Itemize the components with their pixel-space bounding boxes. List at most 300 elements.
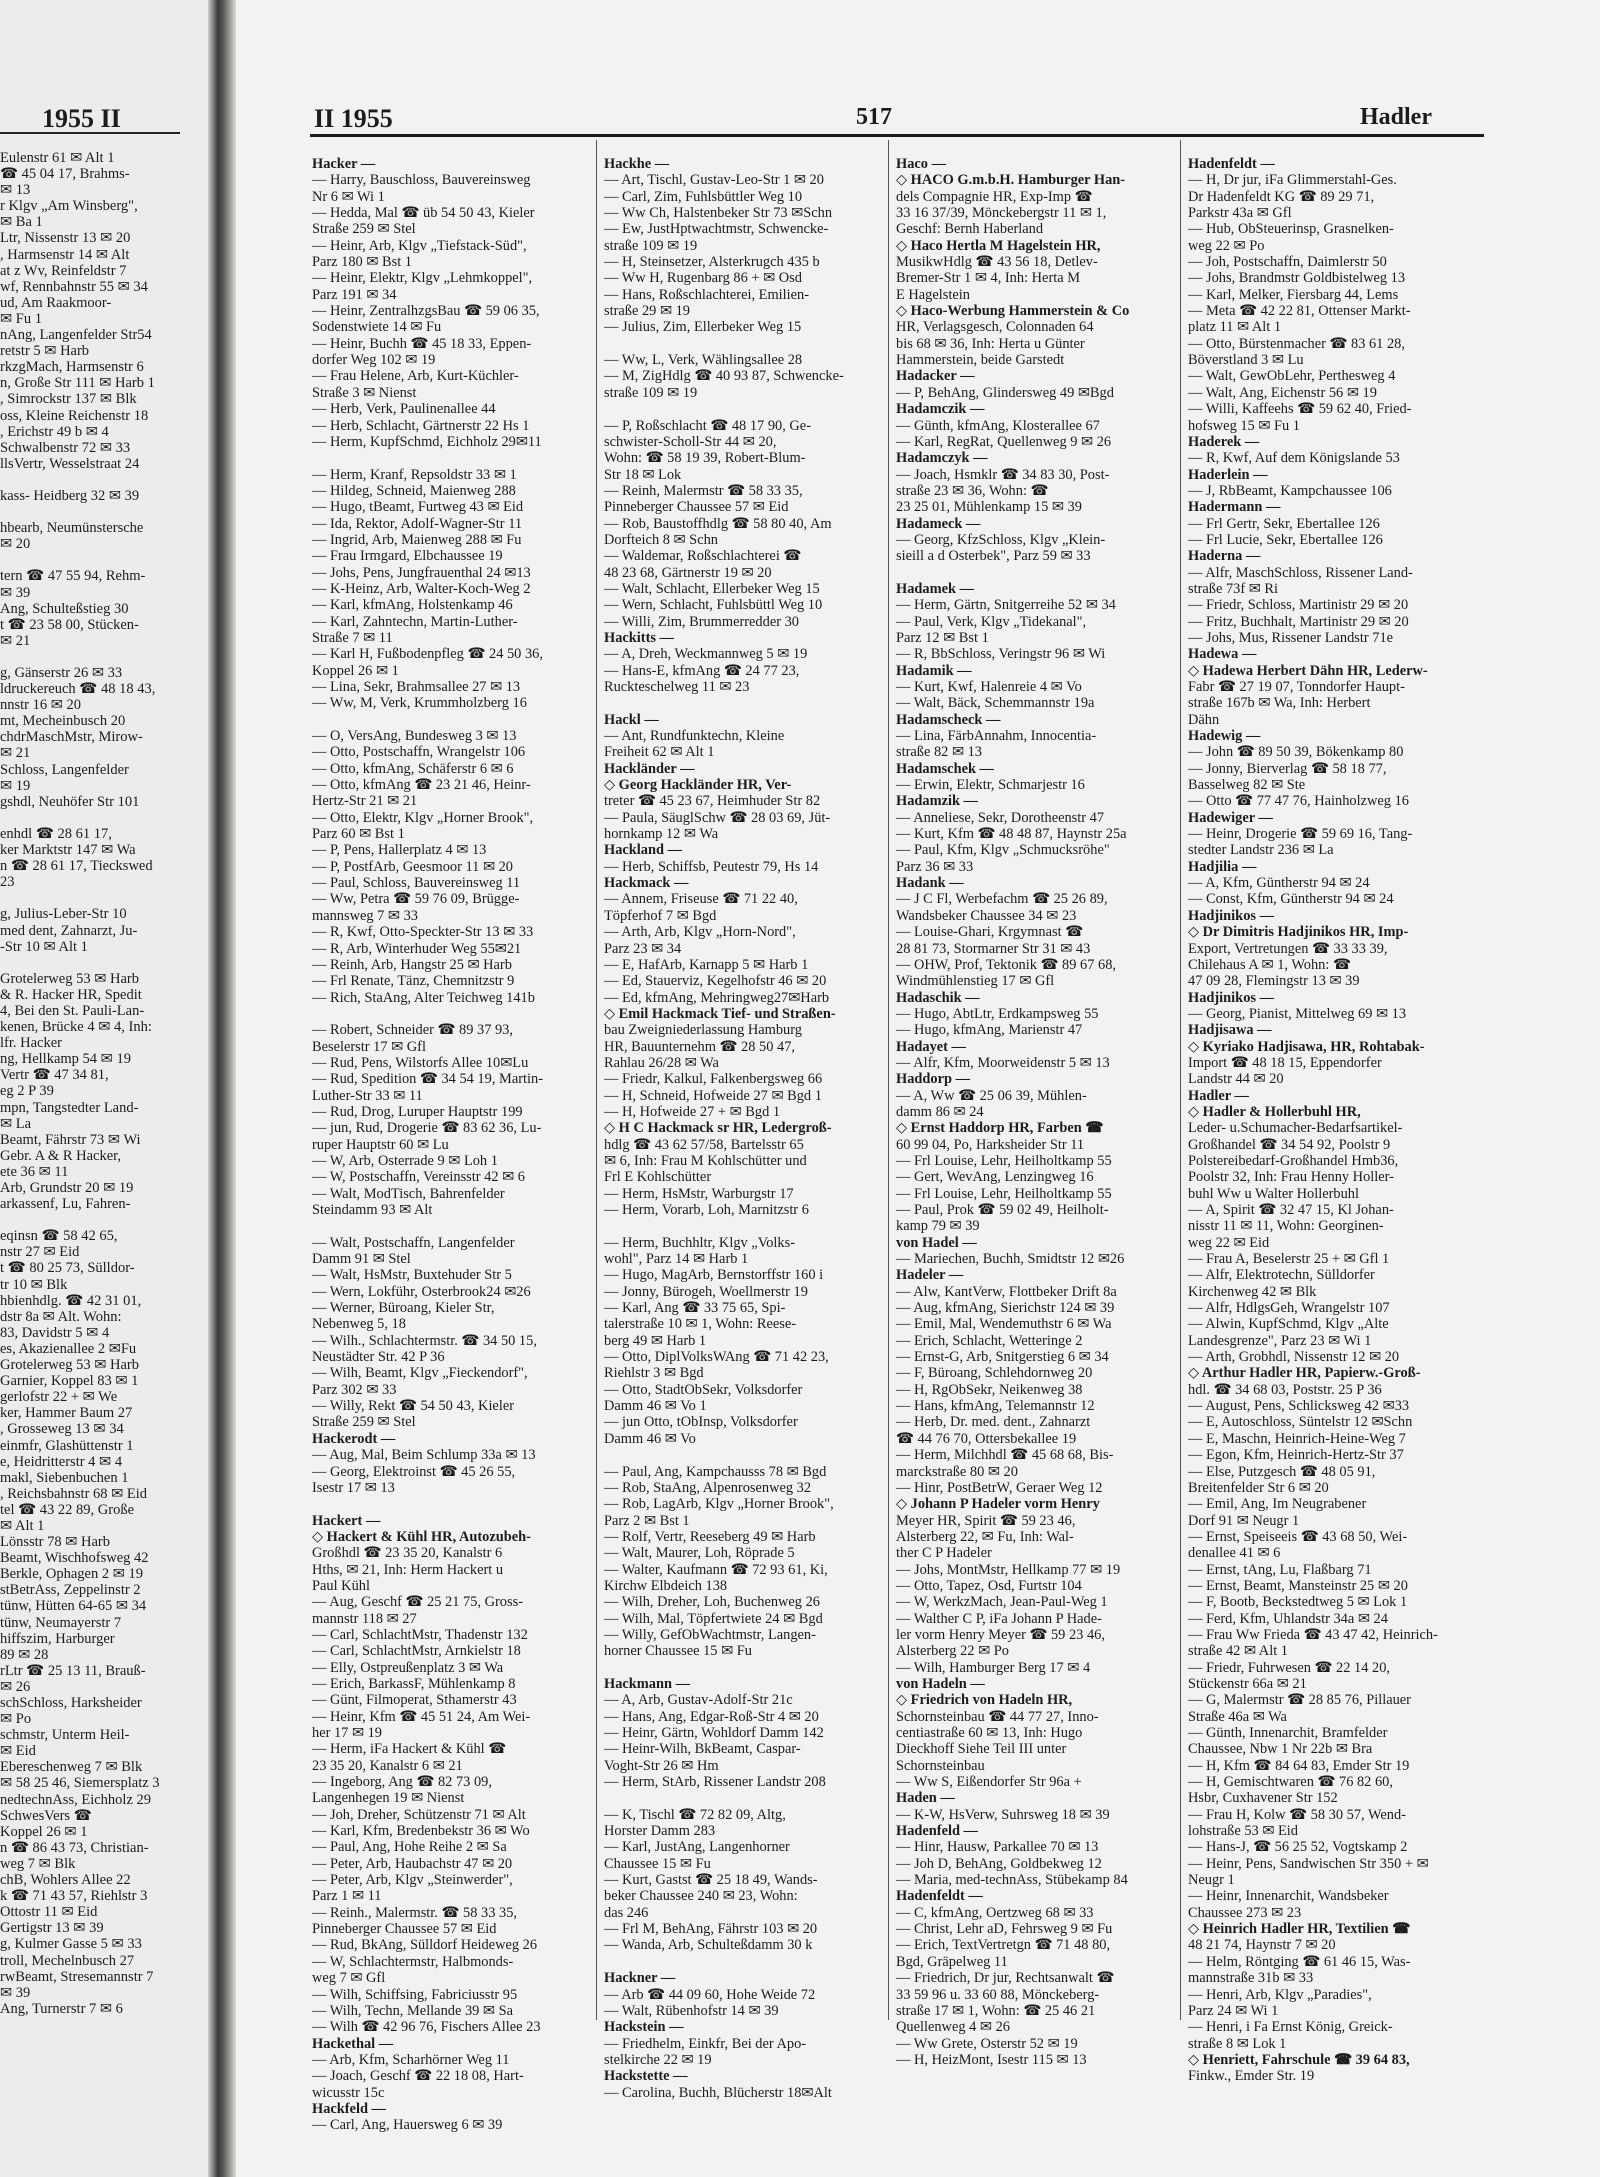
directory-line: platz 11 ✉ Alt 1: [1188, 319, 1282, 336]
directory-line: — A, Dreh, Weckmannweg 5 ✉ 19: [604, 646, 808, 663]
directory-line: Parz 24 ✉ Wi 1: [1188, 2002, 1279, 2019]
directory-line: straße 42 ✉ Alt 1: [1188, 1643, 1288, 1660]
directory-line: [312, 450, 570, 466]
directory-line: Hadank —: [896, 875, 964, 892]
directory-line: straße 82 ✉ 13: [896, 744, 982, 761]
directory-line: Export, Vertretungen ☎ 33 33 39,: [1188, 940, 1388, 957]
directory-line: 33 16 37/39, Mönckebergstr 11 ✉ 1,: [896, 205, 1107, 222]
directory-line: arkassenf, Lu, Fahren-: [0, 1196, 131, 1213]
directory-line: — Paul, Verk, Klgv „Tidekanal",: [896, 613, 1087, 630]
directory-line: t ☎ 80 25 73, Sülldor-: [0, 1260, 135, 1277]
directory-line: — Walt, Rübenhofstr 14 ✉ 39: [604, 2002, 779, 2019]
directory-line: — E, Autoschloss, Süntelstr 12 ✉Schn: [1188, 1414, 1413, 1431]
directory-line: [0, 649, 200, 665]
directory-line: — F, Büroang, Schlehdornweg 20: [896, 1365, 1093, 1382]
directory-line: — Emil, Mal, Wendemuthstr 6 ✉ Wa: [896, 1316, 1112, 1333]
directory-line: Ang, Turnerstr 7 ✉ 6: [0, 2000, 123, 2017]
directory-line: — Friedrich, Dr jur, Rechtsanwalt ☎: [896, 1970, 1115, 1987]
directory-line: [0, 504, 200, 520]
directory-line: ◇ Haco-Werbung Hammerstein & Co: [896, 303, 1130, 320]
directory-line: Hadjisawa —: [1188, 1022, 1272, 1039]
directory-line: Bremer-Str 1 ✉ 4, Inh: Herta M: [896, 270, 1081, 287]
directory-line: — Alw, KantVerw, Flottbeker Drift 8a: [896, 1283, 1117, 1300]
directory-line: Haddorp —: [896, 1071, 970, 1088]
directory-line: Ltr, Nissenstr 13 ✉ 20: [0, 230, 131, 247]
directory-line: HR, Verlagsgesch, Colonnaden 64: [896, 319, 1094, 336]
directory-line: Riehlstr 3 ✉ Bgd: [604, 1365, 704, 1382]
directory-line: nAng, Langenfelder Str54: [0, 327, 152, 344]
directory-line: Kirchw Elbdeich 138: [604, 1577, 728, 1594]
directory-line: — Herm, KupfSchmd, Eichholz 29✉11: [312, 433, 542, 450]
directory-line: chdrMaschMstr, Mirow-: [0, 729, 143, 746]
directory-line: — Alfr, Kfm, Moorweidenstr 5 ✉ 13: [896, 1054, 1110, 1071]
directory-line: — Paul, Ang, Kampchausss 78 ✉ Bgd: [604, 1463, 827, 1480]
directory-line: [312, 1496, 570, 1512]
directory-line: weg 22 ✉ Eid: [1188, 1234, 1270, 1251]
directory-line: — Fritz, Buchhalt, Martinistr 29 ✉ 20: [1188, 613, 1409, 630]
directory-line: chB, Wohlers Allee 22: [0, 1872, 131, 1889]
directory-line: — Frl Renate, Tänz, Chemnitzstr 9: [312, 973, 515, 990]
directory-line: , Erichstr 49 b ✉ 4: [0, 423, 109, 440]
directory-line: Böverstland 3 ✉ Lu: [1188, 352, 1304, 369]
directory-line: — Karl H, Fußbodenpfleg ☎ 24 50 36,: [312, 646, 543, 663]
directory-line: Damm 46 ✉ Vo: [604, 1430, 696, 1447]
directory-line: — Herb, Schiffsb, Peutestr 79, Hs 14: [604, 858, 819, 875]
directory-line: — Alfr, HdlgsGeh, Wrangelstr 107: [1188, 1300, 1390, 1317]
directory-line: hbienhdlg. ☎ 42 31 01,: [0, 1292, 142, 1309]
directory-line: — Ww, M, Verk, Krummholzberg 16: [312, 695, 527, 712]
directory-line: — H, Hofweide 27 + ✉ Bgd 1: [604, 1103, 781, 1120]
directory-line: Poolstr 32, Inh: Frau Henny Holler-: [1188, 1169, 1394, 1186]
directory-line: [604, 1218, 862, 1234]
directory-line: — Peter, Arb, Haubachstr 47 ✉ 20: [312, 1855, 513, 1872]
directory-line: ◇ Arthur Hadler HR, Papierw.-Groß-: [1188, 1365, 1421, 1382]
directory-line: — Rob, Baustoffhdlg ☎ 58 80 40, Am: [604, 515, 832, 532]
directory-line: Parz 1 ✉ 11: [312, 1888, 382, 1905]
directory-line: Kirchenweg 42 ✉ Blk: [1188, 1283, 1317, 1300]
directory-line: — Erich, BarkassF, Mühlenkamp 8: [312, 1675, 516, 1692]
directory-line: Alsterberg 22 ✉ Po: [896, 1643, 1009, 1660]
page-header-volume: II 1955: [314, 104, 393, 133]
directory-line: Hadenfeldt —: [1188, 156, 1275, 172]
directory-line: — Otto, StadtObSekr, Volksdorfer: [604, 1381, 803, 1398]
directory-line: r Klgv „Am Winsberg",: [0, 198, 138, 215]
directory-line: — E, HafArb, Karnapp 5 ✉ Harb 1: [604, 956, 809, 973]
directory-line: Chilehaus A ✉ 1, Wohn: ☎: [1188, 956, 1351, 973]
directory-line: — Carl, Ang, Hauersweg 6 ✉ 39: [312, 2117, 503, 2134]
directory-line: bau Zweigniederlassung Hamburg: [604, 1022, 802, 1039]
directory-line: — Carl, SchlachtMstr, Thadenstr 132: [312, 1626, 528, 1643]
directory-line: Hertz-Str 21 ✉ 21: [312, 793, 418, 810]
directory-line: Gebr. A & R Hacker,: [0, 1147, 122, 1164]
directory-line: — Reinh, Arb, Hangstr 25 ✉ Harb: [312, 956, 512, 973]
directory-line: — Friedr, Schloss, Martinistr 29 ✉ 20: [1188, 597, 1409, 614]
directory-line: Chaussee 273 ✉ 23: [1188, 1904, 1302, 1921]
directory-line: — Hans-J, ☎ 56 25 52, Vogtskamp 2: [1188, 1839, 1408, 1856]
directory-line: — Paul, Kfm, Klgv „Schmucksröhe": [896, 842, 1110, 859]
directory-line: — W, WerkzMach, Jean-Paul-Weg 1: [896, 1594, 1108, 1611]
directory-line: — M, ZigHdlg ☎ 40 93 87, Schwencke-: [604, 368, 844, 385]
directory-line: — Christ, Lehr aD, Fehrsweg 9 ✉ Fu: [896, 1921, 1113, 1938]
directory-line: — Otto, Bürstenmacher ☎ 83 61 28,: [1188, 335, 1405, 352]
directory-line: Horster Damm 283: [604, 1823, 716, 1840]
directory-line: Eulenstr 61 ✉ Alt 1: [0, 150, 115, 166]
directory-line: buhl Ww u Walter Hollerbuhl: [1188, 1185, 1359, 1202]
directory-line: Beamt, Wischhofsweg 42: [0, 1550, 149, 1567]
directory-line: Hammerstein, beide Garstedt: [896, 352, 1065, 369]
directory-line: — Johs, Pens, Jungfrauenthal 24 ✉13: [312, 564, 531, 581]
directory-line: — Rud, Drog, Luruper Hauptstr 199: [312, 1103, 523, 1120]
directory-line: — Louise-Ghari, Krgymnast ☎: [896, 924, 1084, 941]
directory-line: — Erich, TextVertretgn ☎ 71 48 80,: [896, 1937, 1111, 1954]
column-divider: [596, 140, 597, 2020]
directory-line: — Aug, Geschf ☎ 25 21 75, Gross-: [312, 1594, 523, 1611]
directory-line: — Otto, kfmAng ☎ 23 21 46, Heinr-: [312, 777, 531, 794]
directory-line: — Werner, Büroang, Kieler Str,: [312, 1300, 495, 1317]
directory-line: ☎ 44 76 70, Ottersbekallee 19: [896, 1430, 1077, 1447]
directory-line: tel ☎ 43 22 89, Große: [0, 1501, 135, 1518]
directory-line: 23 35 20, Kanalstr 6 ✉ 21: [312, 1757, 463, 1774]
directory-line: — Günth, Innenarchit, Bramfelder: [1188, 1725, 1388, 1741]
directory-line: 28 81 73, Stormarner Str 31 ✉ 43: [896, 940, 1091, 957]
directory-line: — Joh D, BehAng, Goldbekweg 12: [896, 1855, 1102, 1872]
directory-line: Straße 7 ✉ 11: [312, 629, 393, 646]
directory-line: — Alfr, Elektrotechn, Sülldorfer: [1188, 1267, 1375, 1284]
directory-line: g, Kulmer Gasse 5 ✉ 33: [0, 1936, 142, 1953]
directory-line: 48 23 68, Gärtnerstr 19 ✉ 20: [604, 564, 772, 581]
directory-line: damm 86 ✉ 24: [896, 1103, 984, 1120]
directory-line: 47 09 28, Flemingstr 13 ✉ 39: [1188, 973, 1360, 990]
directory-line: — Waldemar, Roßschlachterei ☎: [604, 548, 802, 565]
directory-line: kass- Heidberg 32 ✉ 39: [0, 487, 140, 504]
directory-line: & R. Hacker HR, Spedit: [0, 986, 142, 1003]
directory-line: Hackstein —: [604, 2019, 684, 2036]
directory-line: ◇ Friedrich von Hadeln HR,: [896, 1692, 1073, 1709]
directory-line: Hadamscheck —: [896, 711, 1001, 728]
directory-line: — A, Ww ☎ 25 06 39, Mühlen-: [896, 1087, 1087, 1104]
directory-line: — Emil, Ang, Im Neugrabener: [1188, 1496, 1367, 1513]
directory-line: bis 68 ✉ 36, Inh: Herta u Günter: [896, 335, 1085, 352]
directory-line: — Friedr, Kalkul, Falkenbergsweg 66: [604, 1071, 823, 1088]
directory-line: — H, Dr jur, iFa Glimmerstahl-Ges.: [1188, 172, 1397, 189]
directory-line: — Heinr-Wilh, BkBeamt, Caspar-: [604, 1741, 801, 1758]
directory-line: tünw, Hütten 64-65 ✉ 34: [0, 1598, 147, 1615]
directory-line: — Joh, Dreher, Schützenstr 71 ✉ Alt: [312, 1806, 526, 1823]
directory-line: ete 36 ✉ 11: [0, 1163, 69, 1180]
directory-line: Straße 3 ✉ Nienst: [312, 384, 417, 401]
directory-line: wf, Rennbahnstr 55 ✉ 34: [0, 278, 148, 295]
directory-line: ☎ 45 04 17, Brahms-: [0, 166, 130, 183]
directory-line: Hackländer —: [604, 760, 695, 777]
directory-line: [604, 1954, 862, 1970]
directory-line: Neugr 1: [1188, 1872, 1235, 1889]
directory-line: — Rob, LagArb, Klgv „Horner Brook",: [604, 1496, 834, 1513]
directory-line: Chaussee 15 ✉ Fu: [604, 1855, 711, 1872]
directory-line: — Hans-E, kfmAng ☎ 24 77 23,: [604, 662, 800, 679]
directory-line: hornkamp 12 ✉ Wa: [604, 826, 719, 843]
directory-line: Hadameck —: [896, 515, 981, 532]
directory-line: — Georg, KfzSchloss, Klgv „Klein-: [896, 531, 1106, 548]
directory-line: von Hadeln —: [896, 1675, 985, 1692]
directory-line: mannsweg 7 ✉ 33: [312, 907, 418, 924]
directory-line: ✉ 26: [0, 1678, 31, 1695]
directory-line: [0, 472, 200, 488]
directory-line: straße 29 ✉ 19: [604, 303, 690, 320]
directory-line: von Hadel —: [896, 1234, 977, 1251]
directory-line: — Heinr, Buchh ☎ 45 18 33, Eppen-: [312, 335, 532, 352]
directory-line: ✉ Po: [0, 1711, 32, 1728]
directory-line: — Willy, GefObWachtmstr, Langen-: [604, 1626, 816, 1643]
directory-line: — Karl, kfmAng, Holstenkamp 46: [312, 597, 513, 614]
directory-line: straße 17 ✉ 1, Wohn: ☎ 25 46 21: [896, 2002, 1096, 2019]
directory-line: — Paula, SäuglSchw ☎ 28 03 69, Jüt-: [604, 809, 831, 826]
directory-line: — Joach, Hsmklr ☎ 34 83 30, Post-: [896, 466, 1110, 483]
directory-line: centiastraße 60 ✉ 13, Inh: Hugo: [896, 1725, 1083, 1741]
directory-line: Nr 6 ✉ Wi 1: [312, 188, 385, 205]
directory-line: — Henri, Arb, Klgv „Paradies",: [1188, 1986, 1372, 2003]
directory-line: — Otto, kfmAng, Schäferstr 6 ✉ 6: [312, 760, 514, 777]
directory-line: — P, Pens, Hallerplatz 4 ✉ 13: [312, 842, 487, 859]
directory-line: Ruckteschelweg 11 ✉ 23: [604, 679, 750, 695]
directory-line: — Wanda, Arb, Schulteßdamm 30 k: [604, 1937, 813, 1954]
directory-line: ✉ Ba 1: [0, 214, 43, 231]
directory-line: mannstraße 31b ✉ 33: [1188, 1970, 1314, 1987]
directory-line: — Annem, Friseuse ☎ 71 22 40,: [604, 891, 798, 908]
directory-line: Frl E Kohlschütter: [604, 1169, 712, 1186]
directory-line: berg 49 ✉ Harb 1: [604, 1332, 707, 1349]
directory-line: Dähn: [1188, 711, 1220, 728]
directory-line: — Erwin, Elektr, Schmarjestr 16: [896, 777, 1085, 794]
directory-line: Dorfteich 8 ✉ Schn: [604, 531, 718, 548]
directory-line: Hadamek —: [896, 580, 974, 597]
directory-line: hdl. ☎ 34 68 03, Poststr. 25 P 36: [1188, 1381, 1382, 1398]
directory-line: mt, Mecheinbusch 20: [0, 713, 126, 730]
directory-line: Str 18 ✉ Lok: [604, 466, 682, 483]
directory-line: — Walt, Maurer, Loh, Röprade 5: [604, 1545, 795, 1562]
directory-column-1: [312, 156, 570, 2136]
directory-line: — Wern, Lokführ, Osterbrook24 ✉26: [312, 1283, 531, 1300]
directory-line: ldruckereuch ☎ 48 18 43,: [0, 681, 156, 698]
directory-line: ✉ Eid: [0, 1743, 36, 1760]
directory-line: Parz 12 ✉ Bst 1: [896, 629, 989, 646]
directory-line: Landstr 44 ✉ 20: [1188, 1071, 1284, 1088]
directory-line: Hadamschek —: [896, 760, 994, 777]
directory-line: — Wilh ☎ 42 96 76, Fischers Allee 23: [312, 2019, 541, 2036]
directory-line: — Joh, Postschaffn, Daimlerstr 50: [1188, 254, 1387, 271]
directory-line: — W, Schlachtermstr, Halbmonds-: [312, 1953, 514, 1970]
directory-line: — Erich, Schlacht, Wetteringe 2: [896, 1332, 1083, 1349]
directory-line: Stückenstr 66a ✉ 21: [1188, 1675, 1307, 1692]
directory-line: — Hugo, tBeamt, Furtweg 43 ✉ Eid: [312, 499, 524, 516]
directory-line: rkzgMach, Harmsenstr 6: [0, 359, 144, 376]
directory-line: straße 109 ✉ 19: [604, 237, 698, 254]
directory-line: beker Chaussee 240 ✉ 23, Wohn:: [604, 1888, 798, 1905]
directory-line: — P, BehAng, Glindersweg 49 ✉Bgd: [896, 384, 1114, 401]
directory-line: Bgd, Gräpelweg 11: [896, 1953, 1008, 1970]
directory-line: Parkstr 43a ✉ Gfl: [1188, 205, 1292, 222]
directory-line: ✉ Fu 1: [0, 310, 42, 327]
directory-line: Haderlein —: [1188, 466, 1268, 483]
directory-line: ✉ 39: [0, 584, 31, 601]
directory-line: ◇ Georg Hackländer HR, Ver-: [604, 777, 792, 794]
directory-line: Nebenweg 5, 18: [312, 1316, 406, 1333]
directory-line: — Heinr, Innenarchit, Wandsbeker: [1188, 1888, 1389, 1905]
directory-line: Schornsteinbau ☎ 44 77 27, Inno-: [896, 1708, 1099, 1725]
directory-line: ✉ 19: [0, 777, 31, 794]
directory-line: — P, Roßschlacht ☎ 48 17 90, Ge-: [604, 417, 811, 434]
directory-line: MusikwHdlg ☎ 43 56 18, Detlev-: [896, 254, 1098, 271]
directory-line: Haderek —: [1188, 433, 1260, 450]
directory-line: — Reinh, Malermstr ☎ 58 33 35,: [604, 482, 803, 499]
directory-column-2: [604, 156, 862, 2136]
left-page-column: [0, 150, 200, 2017]
directory-line: — Frl M, BehAng, Fährstr 103 ✉ 20: [604, 1921, 818, 1938]
directory-line: — Hugo, kfmAng, Marienstr 47: [896, 1022, 1083, 1039]
directory-line: Schornsteinbau: [896, 1757, 985, 1774]
directory-line: Hsbr, Cuxhavener Str 152: [1188, 1790, 1338, 1807]
directory-line: Hacker —: [312, 156, 376, 172]
directory-line: — K-W, HsVerw, Suhrsweg 18 ✉ 39: [896, 1806, 1110, 1823]
directory-line: — Herm, HsMstr, Warburgstr 17: [604, 1185, 794, 1202]
left-page: [0, 0, 208, 2177]
directory-line: — Paul, Prok ☎ 59 02 49, Heilholt-: [896, 1202, 1109, 1218]
directory-line: nnstr 16 ✉ 20: [0, 697, 82, 714]
left-page-header: 1955 II: [42, 104, 121, 133]
directory-line: — Maria, med-technAss, Stübekamp 84: [896, 1872, 1128, 1889]
page-header-keyword: Hadler: [1360, 104, 1432, 130]
directory-line: Haden —: [896, 1790, 955, 1807]
directory-line: , Simrockstr 137 ✉ Blk: [0, 391, 137, 408]
directory-line: HR, Bauunternehm ☎ 28 50 47,: [604, 1038, 795, 1055]
directory-line: Basselweg 82 ✉ Ste: [1188, 777, 1306, 794]
directory-line: — Meta ☎ 42 22 81, Ottenser Markt-: [1188, 303, 1411, 320]
directory-line: Fabr ☎ 27 19 07, Tonndorfer Haupt-: [1188, 679, 1405, 695]
directory-line: — August, Pens, Schlicksweg 42 ✉33: [1188, 1398, 1410, 1415]
directory-line: — Herm, Vorarb, Loh, Marnitzstr 6: [604, 1202, 809, 1218]
directory-line: Hadamczyk —: [896, 450, 988, 467]
directory-line: Hackert —: [312, 1512, 381, 1529]
directory-line: Hadaschik —: [896, 989, 980, 1006]
directory-line: — Ingrid, Arb, Maienweg 288 ✉ Fu: [312, 531, 522, 548]
directory-line: Grotelerweg 53 ✉ Harb: [0, 1357, 139, 1374]
directory-line: — Carl, SchlachtMstr, Arnkielstr 18: [312, 1643, 521, 1660]
directory-line: — Ingeborg, Ang ☎ 82 73 09,: [312, 1774, 492, 1791]
directory-line: Hths, ✉ 21, Inh: Herm Hackert u: [312, 1561, 504, 1578]
directory-line: — Kurt, Gastst ☎ 25 18 49, Wands-: [604, 1872, 818, 1889]
directory-line: talerstraße 10 ✉ 1, Wohn: Reese-: [604, 1316, 797, 1333]
directory-line: ✉ 58 25 46, Siemersplatz 3: [0, 1775, 160, 1792]
directory-line: Parz 36 ✉ 33: [896, 858, 974, 875]
directory-line: — Aug, Mal, Beim Schlump 33a ✉ 13: [312, 1447, 536, 1464]
directory-line: Straße 46a ✉ Wa: [1188, 1708, 1287, 1725]
directory-line: Hadewa —: [1188, 646, 1257, 663]
directory-line: — Hans, kfmAng, Telemannstr 12: [896, 1398, 1095, 1415]
directory-line: ler vorm Henry Meyer ☎ 59 23 46,: [896, 1626, 1105, 1643]
directory-line: — Rolf, Vertr, Reeseberg 49 ✉ Harb: [604, 1528, 816, 1545]
directory-line: — Ernst, Speiseeis ☎ 43 68 50, Wei-: [1188, 1528, 1408, 1545]
directory-line: ◇ Johann P Hadeler vorm Henry: [896, 1496, 1100, 1513]
directory-line: Hadler —: [1188, 1087, 1249, 1104]
directory-line: Chaussee, Nbw 1 Nr 22b ✉ Bra: [1188, 1741, 1373, 1758]
directory-line: Leder- u.Schumacher-Bedarfsartikel-: [1188, 1120, 1403, 1137]
directory-line: Parz 180 ✉ Bst 1: [312, 254, 412, 271]
directory-line: Luther-Str 33 ✉ 11: [312, 1087, 423, 1104]
directory-line: — Wilh, Mal, Töpfertwiete 24 ✉ Bgd: [604, 1610, 823, 1627]
directory-line: — R, Kwf, Auf dem Königslande 53: [1188, 450, 1400, 467]
directory-line: Berkle, Ophagen 2 ✉ 19: [0, 1566, 144, 1583]
directory-line: Paul Kühl: [312, 1577, 370, 1594]
directory-line: retstr 5 ✉ Harb: [0, 343, 90, 360]
directory-line: — Herm, Gärtn, Snitgerreihe 52 ✉ 34: [896, 597, 1116, 614]
directory-line: 83, Davidstr 5 ✉ 4: [0, 1324, 110, 1341]
directory-line: at z Wv, Reinfeldstr 7: [0, 262, 127, 279]
directory-line: stBetrAss, Zeppelinstr 2: [0, 1582, 141, 1599]
directory-line: ✉ Alt 1: [0, 1517, 45, 1534]
directory-line: — Walter, Kaufmann ☎ 72 93 61, Ki,: [604, 1561, 828, 1578]
directory-line: — Georg, Pianist, Mittelweg 69 ✉ 13: [1188, 1005, 1407, 1022]
directory-line: — O, VersAng, Bundesweg 3 ✉ 13: [312, 728, 517, 745]
directory-line: — Herm, Buchhltr, Klgv „Volks-: [604, 1234, 796, 1251]
directory-line: — Ww S, Eißendorfer Str 96a +: [896, 1774, 1082, 1791]
directory-line: Import ☎ 48 18 15, Eppendorfer: [1188, 1054, 1382, 1071]
directory-line: — Ernst-G, Arb, Snitgerstieg 6 ✉ 34: [896, 1349, 1109, 1366]
directory-line: Hackhe —: [604, 156, 670, 172]
directory-line: — Wilh, Schiffsing, Fabriciusstr 95: [312, 1986, 518, 2003]
directory-line: — Johs, Brandmstr Goldbistelweg 13: [1188, 270, 1406, 287]
directory-line: tern ☎ 47 55 94, Rehm-: [0, 568, 146, 585]
directory-line: sieill a d Osterbek", Parz 59 ✉ 33: [896, 548, 1091, 565]
directory-line: — Alfr, MaschSchloss, Rissener Land-: [1188, 564, 1413, 581]
directory-line: — W, Postschaffn, Vereinsstr 42 ✉ 6: [312, 1169, 525, 1186]
directory-line: — Herm, Milchhdl ☎ 45 68 68, Bis-: [896, 1447, 1114, 1464]
directory-line: Hackmann —: [604, 1675, 690, 1692]
directory-line: treter ☎ 45 23 67, Heimhuder Str 82: [604, 793, 821, 810]
directory-line: — Günth, kfmAng, Klosterallee 67: [896, 417, 1100, 434]
directory-line: Schloss, Langenfelder: [0, 761, 129, 778]
directory-line: Landesgrenze", Parz 23 ✉ Wi 1: [1188, 1332, 1372, 1349]
directory-line: k ☎ 71 43 57, Riehlstr 3: [0, 1888, 148, 1905]
directory-line: Wandsbeker Chaussee 34 ✉ 23: [896, 907, 1077, 924]
directory-line: Damm 46 ✉ Vo 1: [604, 1398, 707, 1415]
directory-line: — Arth, Grobhdl, Nissenstr 12 ✉ 20: [1188, 1349, 1400, 1366]
directory-line: — Herb, Verk, Paulinenallee 44: [312, 401, 496, 418]
directory-line: — H, RgObSekr, Neikenweg 38: [896, 1381, 1083, 1398]
directory-line: ker Marktstr 147 ✉ Wa: [0, 842, 136, 859]
directory-line: Parz 2 ✉ Bst 1: [604, 1512, 690, 1529]
directory-line: — Julius, Zim, Ellerbeker Weg 15: [604, 319, 802, 336]
directory-column-3: [896, 156, 1154, 2136]
directory-line: — Heinr, Pens, Sandwischen Str 350 + ✉: [1188, 1855, 1429, 1872]
directory-line: 23: [0, 874, 15, 891]
directory-line: ✉ 6, Inh: Frau M Kohlschütter und: [604, 1152, 807, 1169]
directory-line: — Wilh, Hamburger Berg 17 ✉ 4: [896, 1659, 1091, 1676]
directory-line: gshdl, Neuhöfer Str 101: [0, 793, 140, 810]
directory-line: mannstr 118 ✉ 27: [312, 1610, 417, 1627]
directory-line: — C, kfmAng, Oertzweg 68 ✉ 33: [896, 1904, 1094, 1921]
directory-line: — Heinr, Kfm ☎ 45 51 24, Am Wei-: [312, 1708, 531, 1725]
directory-line: n, Große Str 111 ✉ Harb 1: [0, 375, 155, 392]
directory-line: Hackethal —: [312, 2035, 394, 2052]
directory-line: — Reinh., Malermstr. ☎ 58 33 35,: [312, 1904, 517, 1921]
directory-line: Hackner —: [604, 1970, 676, 1987]
directory-line: — Karl, Melker, Fiersbarg 44, Lems: [1188, 286, 1399, 303]
directory-line: — Karl, Kfm, Bredenbekstr 36 ✉ Wo: [312, 1823, 530, 1840]
directory-line: schSchloss, Harksheider: [0, 1695, 142, 1711]
directory-line: ud, Am Raakmoor-: [0, 294, 112, 311]
directory-line: — jun, Rud, Drogerie ☎ 83 62 36, Lu-: [312, 1120, 542, 1137]
directory-line: Hadeler —: [896, 1267, 964, 1284]
directory-line: — Rich, StaAng, Alter Teichweg 141b: [312, 989, 535, 1006]
